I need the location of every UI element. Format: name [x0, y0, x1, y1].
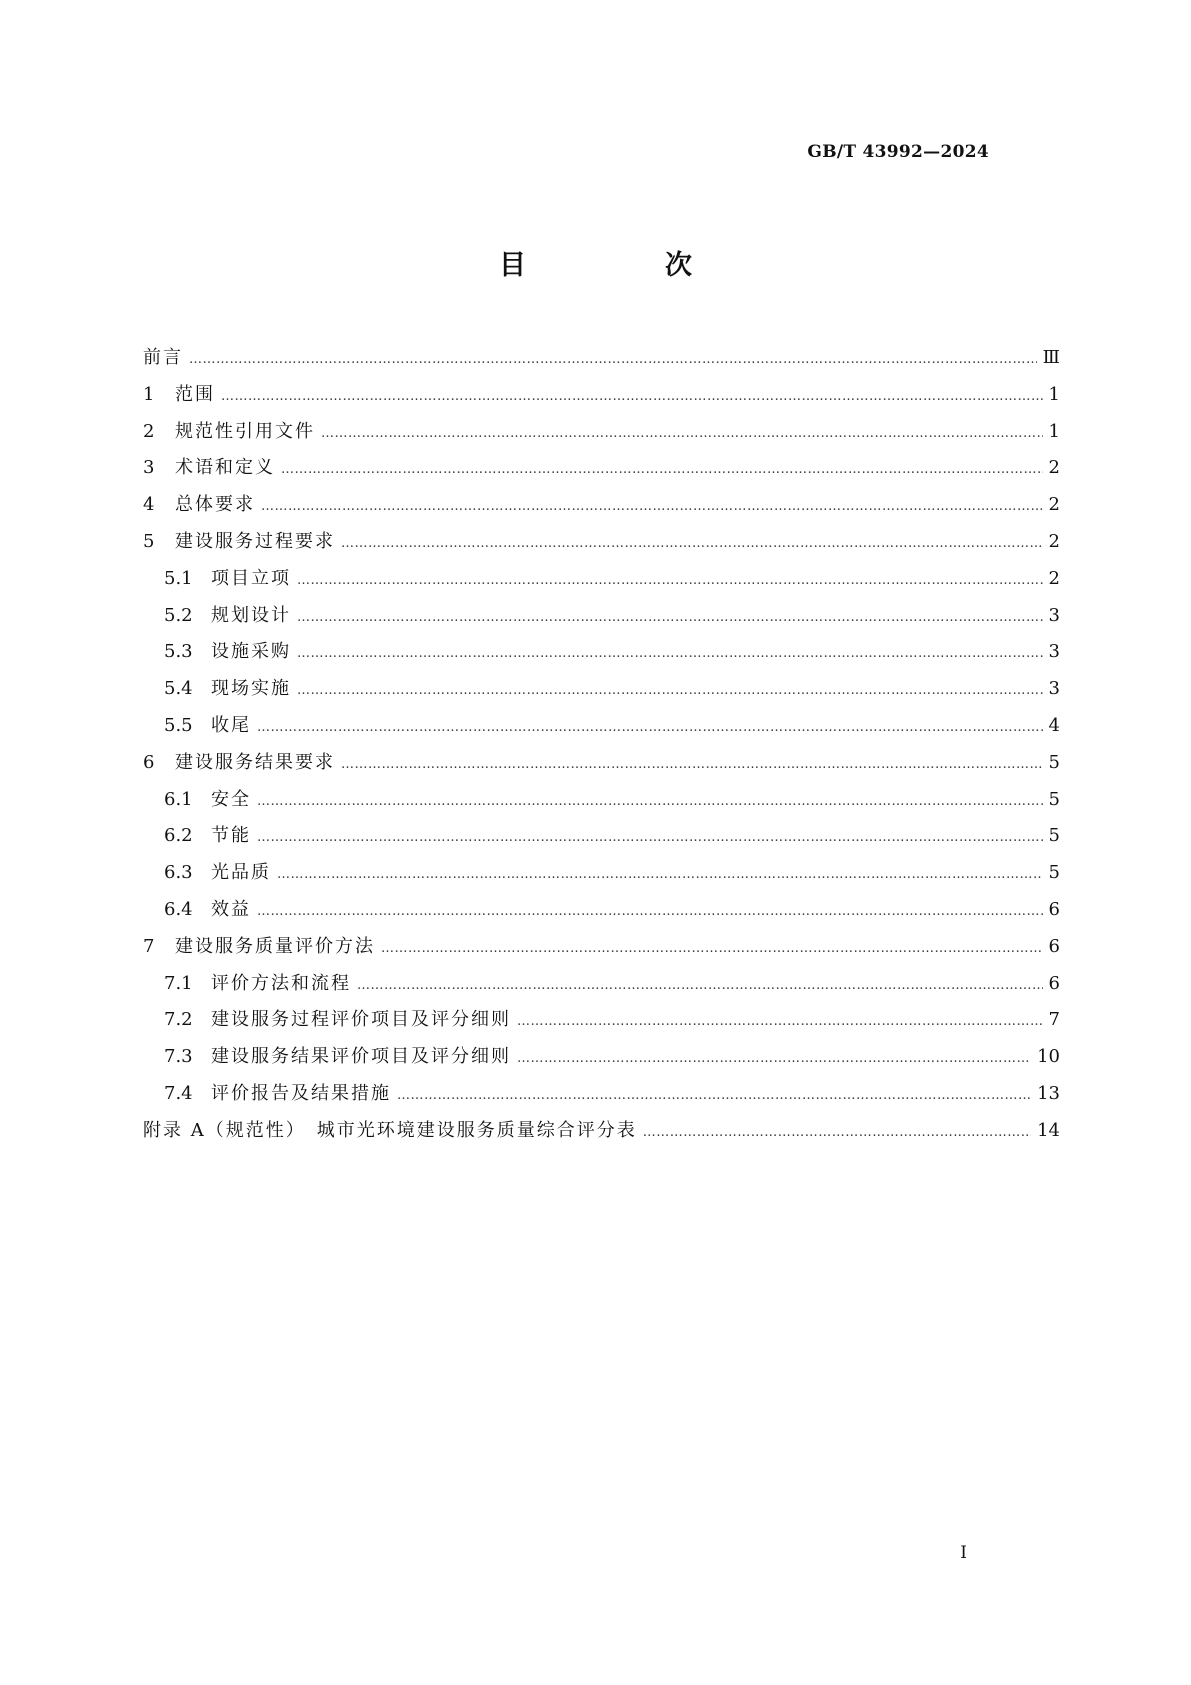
- toc-entry-number: 7.1: [164, 972, 193, 994]
- toc-entry-number: 3: [143, 457, 155, 479]
- toc-entry-label: 总体要求: [175, 494, 255, 516]
- toc-entry-label: 建设服务结果评价项目及评分细则: [211, 1046, 511, 1068]
- toc-entry-label: 规划设计: [211, 604, 291, 626]
- toc-entry-label: 建设服务过程要求: [175, 530, 335, 552]
- toc-entry[interactable]: [143, 453, 1060, 490]
- dot-leader: [297, 683, 1043, 698]
- toc-entry[interactable]: [143, 637, 1060, 674]
- toc-entry-label: 术语和定义: [175, 457, 275, 479]
- dot-leader: [321, 426, 1043, 441]
- toc-entry[interactable]: [143, 1005, 1060, 1042]
- dot-leader: [517, 1014, 1043, 1029]
- toc-entry[interactable]: [143, 821, 1060, 858]
- toc-entry[interactable]: [143, 858, 1060, 895]
- toc-entry-page: 5: [1048, 862, 1060, 884]
- toc-entry-number: 6.1: [164, 788, 193, 810]
- toc-entry-label: 建设服务结果要求: [175, 751, 335, 773]
- dot-leader: [257, 720, 1043, 735]
- toc-entry-page: 4: [1048, 714, 1060, 736]
- dot-leader: [297, 573, 1043, 588]
- toc-entry-page: 7: [1048, 1009, 1060, 1031]
- toc-entry[interactable]: [143, 674, 1060, 711]
- toc-entry-label: 收尾: [211, 714, 251, 736]
- toc-entry-label: 评价方法和流程: [211, 972, 351, 994]
- toc-entry[interactable]: [143, 711, 1060, 748]
- toc-entry[interactable]: [143, 1079, 1060, 1116]
- table-of-contents: [143, 343, 1060, 1153]
- toc-entry-page: 6: [1048, 935, 1060, 957]
- page-title: 目 次: [499, 250, 748, 281]
- toc-entry-number: 4: [143, 494, 155, 516]
- toc-entry-label: 光品质: [211, 862, 271, 884]
- dot-leader: [257, 794, 1043, 809]
- toc-entry-label: 建设服务质量评价方法: [175, 935, 375, 957]
- dot-leader: [257, 904, 1043, 919]
- toc-entry-label: 范围: [175, 383, 215, 405]
- toc-entry[interactable]: [143, 343, 1060, 380]
- toc-entry[interactable]: [143, 527, 1060, 564]
- toc-entry-number: 6: [143, 751, 155, 773]
- toc-entry-page: 2: [1048, 457, 1060, 479]
- toc-entry-label: 规范性引用文件: [175, 420, 315, 442]
- toc-entry-page: 5: [1048, 751, 1060, 773]
- toc-entry-number: 7: [143, 935, 155, 957]
- dot-leader: [277, 867, 1043, 882]
- toc-entry-label: 节能: [211, 825, 251, 847]
- toc-entry-number: 6.4: [164, 898, 193, 920]
- toc-entry-page: 5: [1048, 788, 1060, 810]
- toc-entry-number: 7.2: [164, 1009, 193, 1031]
- toc-entry-page: 2: [1048, 567, 1060, 589]
- toc-entry-page: 6: [1048, 898, 1060, 920]
- toc-entry-page: 3: [1048, 678, 1060, 700]
- toc-entry[interactable]: [143, 932, 1060, 969]
- toc-entry-number: 5.1: [164, 567, 193, 589]
- toc-entry-label: 附录 A（规范性） 城市光环境建设服务质量综合评分表: [143, 1119, 637, 1141]
- toc-entry-label: 设施采购: [211, 641, 291, 663]
- toc-entry-number: 5.5: [164, 714, 193, 736]
- toc-entry[interactable]: [143, 1116, 1060, 1153]
- toc-entry[interactable]: [143, 490, 1060, 527]
- toc-entry-page: 2: [1048, 530, 1060, 552]
- toc-entry-page: 3: [1048, 604, 1060, 626]
- toc-entry-number: 7.3: [164, 1046, 193, 1068]
- toc-entry-number: 5.4: [164, 678, 193, 700]
- toc-entry-page: 1: [1048, 383, 1060, 405]
- toc-entry-number: 5.2: [164, 604, 193, 626]
- toc-entry-page: 13: [1037, 1082, 1060, 1104]
- toc-entry-number: 5.3: [164, 641, 193, 663]
- toc-entry-page: 14: [1037, 1119, 1060, 1141]
- dot-leader: [297, 646, 1043, 661]
- toc-entry-number: 5: [143, 530, 155, 552]
- toc-entry-number: 7.4: [164, 1082, 193, 1104]
- toc-entry-label: 评价报告及结果措施: [211, 1082, 391, 1104]
- dot-leader: [341, 757, 1043, 772]
- toc-entry-number: 6.3: [164, 862, 193, 884]
- toc-entry-page: 6: [1048, 972, 1060, 994]
- standard-code: GB/T 43992—2024: [807, 142, 989, 162]
- dot-leader: [261, 499, 1043, 514]
- toc-entry[interactable]: [143, 380, 1060, 417]
- toc-entry[interactable]: [143, 564, 1060, 601]
- dot-leader: [189, 352, 1037, 367]
- dot-leader: [517, 1051, 1031, 1066]
- toc-entry[interactable]: [143, 601, 1060, 638]
- toc-entry-label: 现场实施: [211, 678, 291, 700]
- toc-entry-number: 6.2: [164, 825, 193, 847]
- toc-entry[interactable]: [143, 895, 1060, 932]
- toc-entry-label: 安全: [211, 788, 251, 810]
- toc-entry-page: 1: [1048, 420, 1060, 442]
- dot-leader: [357, 978, 1043, 993]
- toc-entry[interactable]: [143, 1042, 1060, 1079]
- dot-leader: [397, 1088, 1031, 1103]
- page-number: I: [960, 1543, 967, 1563]
- toc-entry-page: 10: [1037, 1046, 1060, 1068]
- toc-entry-page: 5: [1048, 825, 1060, 847]
- toc-entry-label: 前言: [143, 347, 183, 368]
- toc-entry-label: 效益: [211, 898, 251, 920]
- toc-entry-page: 2: [1048, 494, 1060, 516]
- toc-entry-page: 3: [1048, 641, 1060, 663]
- toc-entry[interactable]: [143, 748, 1060, 785]
- toc-entry[interactable]: [143, 785, 1060, 822]
- dot-leader: [221, 389, 1043, 404]
- toc-entry-page: Ⅲ: [1042, 347, 1060, 368]
- dot-leader: [341, 536, 1043, 551]
- toc-entry-label: 建设服务过程评价项目及评分细则: [211, 1009, 511, 1031]
- toc-entry[interactable]: [143, 969, 1060, 1006]
- dot-leader: [281, 462, 1043, 477]
- dot-leader: [257, 830, 1043, 845]
- toc-entry-number: 1: [143, 383, 155, 405]
- dot-leader: [381, 941, 1043, 956]
- dot-leader: [643, 1125, 1031, 1140]
- toc-entry-number: 2: [143, 420, 155, 442]
- dot-leader: [297, 610, 1043, 625]
- toc-entry[interactable]: [143, 417, 1060, 454]
- toc-entry-label: 项目立项: [211, 567, 291, 589]
